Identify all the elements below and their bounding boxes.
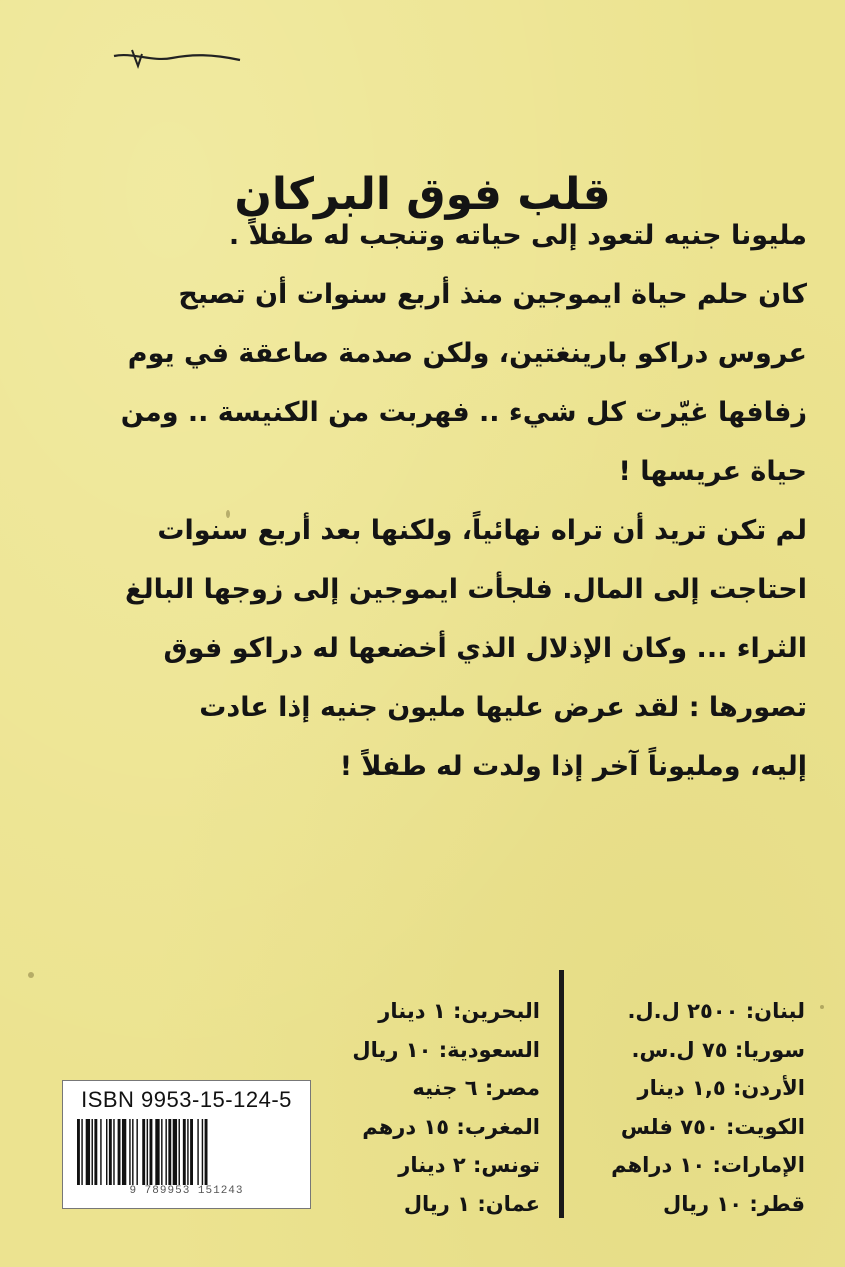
barcode-bar <box>118 1119 121 1185</box>
paper-speck <box>28 972 34 978</box>
price-item: الإمارات: ١٠ دراهم <box>611 1153 805 1177</box>
barcode-icon <box>75 1119 297 1185</box>
barcode-bar <box>109 1119 112 1185</box>
price-item: السعودية: ١٠ ريال <box>352 1037 540 1062</box>
blurb-line: إليه، ومليوناً آخر إذا ولدت له طفلاً ! <box>339 751 807 782</box>
barcode-bar <box>136 1119 137 1185</box>
blurb-line: احتاجت إلى المال. فلجأت ايموجين إلى زوجها البالغ <box>125 574 807 605</box>
price-list-left <box>340 992 540 1223</box>
price-item: المغرب: ١٥ درهم <box>362 1114 540 1139</box>
price-divider <box>559 970 564 1218</box>
isbn-barcode-box <box>62 1080 311 1209</box>
barcode-bar <box>161 1119 162 1185</box>
barcode-bar <box>155 1119 159 1185</box>
price-item: قطر: ١٠ ريال <box>662 1191 805 1216</box>
barcode-bar <box>147 1119 148 1185</box>
barcode-bar <box>202 1119 203 1185</box>
price-item: مصر: ٦ جنيه <box>412 1076 540 1100</box>
blurb-line: الثراء ... وكان الإذلال الذي أخضعها له دراكو فوق <box>163 633 807 664</box>
barcode-bar <box>187 1119 188 1185</box>
barcode-digits: 9 789953 151243 <box>129 1185 244 1197</box>
barcode-bar <box>132 1119 133 1185</box>
paper-speck <box>226 510 230 518</box>
barcode-bar <box>183 1119 186 1185</box>
barcode-bar <box>165 1119 166 1185</box>
barcode-bar <box>106 1119 107 1185</box>
blurb-line: كان حلم حياة ايموجين منذ أربع سنوات أن تصبح <box>178 279 807 310</box>
barcode-bar <box>81 1119 82 1185</box>
paper-speck <box>820 1005 824 1009</box>
barcode-bar <box>150 1119 153 1185</box>
price-item: البحرين: ١ دينار <box>378 999 540 1023</box>
barcode-bar <box>197 1119 198 1185</box>
price-item: سوريا: ٧٥ ل.س. <box>631 1037 805 1062</box>
price-item: الكويت: ٧٥٠ فلس <box>620 1114 805 1139</box>
blurb-line: عروس دراكو بارينغتين، ولكن صدمة صاعقة في يوم <box>127 338 807 369</box>
barcode-bar <box>100 1119 101 1185</box>
barcode-bar <box>86 1119 90 1185</box>
blurb-line: تصورها : لقد عرض عليها مليون جنيه إذا عادت <box>199 692 807 723</box>
barcode-bar <box>77 1119 80 1185</box>
blurb-line: زفافها غيّرت كل شيء .. فهربت من الكنيسة .. ومن <box>120 397 807 428</box>
barcode-bar <box>142 1119 145 1185</box>
barcode-bar <box>190 1119 193 1185</box>
barcode-bar <box>94 1119 97 1185</box>
blurb-line: مليونا جنيه لتعود إلى حياته وتنجب له طفلاً . <box>228 220 807 251</box>
ink-mark-decoration <box>112 48 242 70</box>
blurb-line: حياة عريسها ! <box>618 456 807 487</box>
price-item: عمان: ١ ريال <box>403 1191 540 1216</box>
blurb-paragraph-1 <box>38 206 807 501</box>
blurb-line: لم تكن تريد أن تراه نهائياً، ولكنها بعد أربع سنوات <box>157 515 807 546</box>
barcode-bar <box>173 1119 177 1185</box>
price-item: الأردن: ١,٥ دينار <box>637 1076 805 1100</box>
price-item: تونس: ٢ دينار <box>398 1153 540 1177</box>
price-item: لبنان: ٢٥٠٠ ل.ل. <box>627 999 805 1023</box>
blurb-paragraph-2 <box>38 501 807 796</box>
barcode-bar <box>129 1119 130 1185</box>
isbn-label: ISBN 9953-15-124-5 <box>81 1087 292 1112</box>
barcode-bar <box>122 1119 126 1185</box>
barcode-bar <box>179 1119 180 1185</box>
barcode-bar <box>168 1119 171 1185</box>
barcode-bar <box>92 1119 93 1185</box>
book-title: قلب فوق البركان <box>234 169 611 221</box>
blurb <box>38 206 807 796</box>
barcode-bar <box>205 1119 208 1185</box>
barcode-bar <box>113 1119 114 1185</box>
price-list-right <box>605 992 805 1223</box>
